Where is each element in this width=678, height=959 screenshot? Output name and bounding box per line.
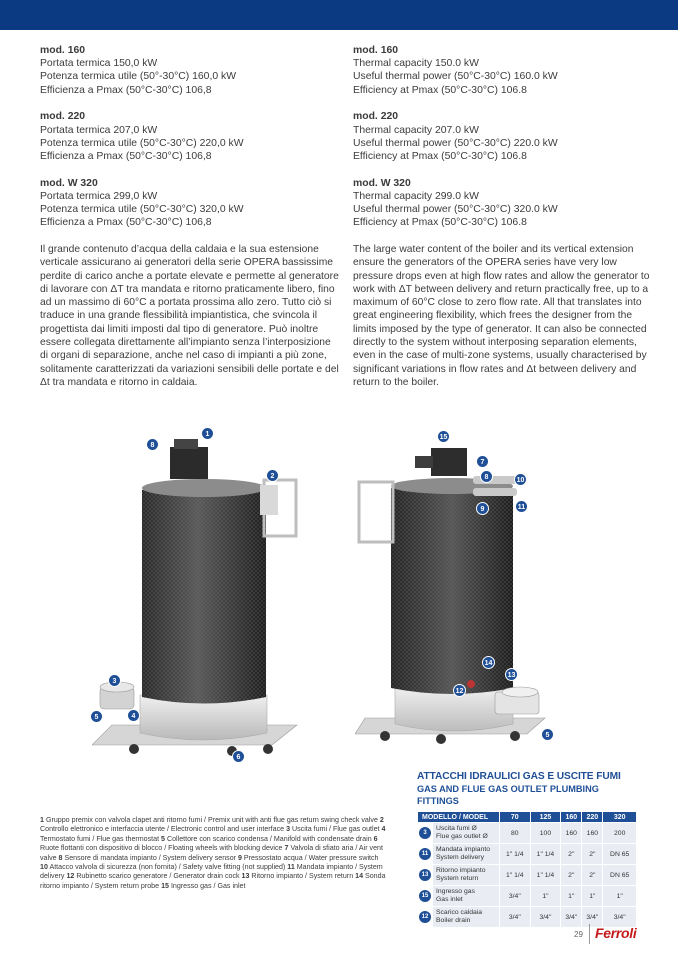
table-cell: 1" bbox=[603, 886, 636, 906]
fittings-table-block bbox=[417, 771, 637, 928]
spec-line: Efficiency at Pmax (50°C-30°C) 106.8 bbox=[353, 84, 527, 96]
row-label bbox=[433, 844, 499, 864]
table-cell: 2" bbox=[561, 865, 581, 885]
spec-line: Efficienza a Pmax (50°C-30°C) 106,8 bbox=[40, 150, 212, 162]
table-cell: 1" bbox=[531, 886, 561, 906]
boiler-illustration-rear bbox=[355, 430, 555, 745]
row-number-icon: 13 bbox=[419, 869, 431, 881]
table-cell: 200 bbox=[603, 823, 636, 843]
table-cell: 1" 1/4 bbox=[500, 844, 530, 864]
row-label bbox=[433, 907, 499, 927]
legend-number: 6 bbox=[373, 834, 378, 843]
table-cell: 3/4" bbox=[603, 907, 636, 927]
legend-text: Sensore di mandata impianto / System delivery sensor bbox=[64, 853, 236, 862]
legend-text: Collettore con scarico condensa / Manifold with condensate drain bbox=[166, 834, 372, 843]
legend-number: 14 bbox=[355, 872, 364, 881]
row-label bbox=[433, 886, 499, 906]
legend-text: Ingresso gas / Gas inlet bbox=[170, 881, 246, 890]
spec-line: Portata termica 150,0 kW bbox=[40, 58, 158, 70]
row-icon-cell bbox=[418, 865, 432, 885]
legend-number: 10 bbox=[40, 863, 48, 872]
model-title: mod. 220 bbox=[353, 111, 399, 123]
legend-text: Rubinetto scarico generatore / Generator drain cock bbox=[76, 872, 240, 881]
table-header-row bbox=[418, 812, 636, 822]
spec-line: Efficiency at Pmax (50°C-30°C) 106.8 bbox=[353, 150, 527, 162]
table-cell: 1" bbox=[582, 886, 602, 906]
legend-number: 1 bbox=[40, 816, 44, 824]
row-icon-cell bbox=[418, 823, 432, 843]
spec-block bbox=[40, 177, 340, 230]
table-cell: 1" bbox=[561, 886, 581, 906]
table-cell: 2" bbox=[561, 844, 581, 864]
marker-badge: 14 bbox=[482, 656, 495, 669]
label-it: Ingresso gas bbox=[436, 888, 475, 895]
spec-line: Efficiency at Pmax (50°C-30°C) 106.8 bbox=[353, 217, 527, 229]
row-number-icon: 11 bbox=[419, 848, 431, 860]
header-column: 160 bbox=[561, 812, 581, 822]
row-icon-cell bbox=[418, 886, 432, 906]
marker-badge: 7 bbox=[476, 455, 489, 468]
spec-line: Portata termica 207,0 kW bbox=[40, 124, 158, 136]
table-cell: DN 65 bbox=[603, 865, 636, 885]
marker-badge: 15 bbox=[437, 430, 450, 443]
english-column bbox=[353, 44, 653, 389]
spec-line: Useful thermal power (50°C-30°C) 220.0 kW bbox=[353, 137, 558, 149]
legend-text: Pressostato acqua / Water pressure switch bbox=[243, 853, 379, 862]
header-column: 220 bbox=[582, 812, 602, 822]
table-cell: 2" bbox=[582, 865, 602, 885]
italian-column bbox=[40, 44, 340, 389]
component-legend bbox=[40, 816, 388, 891]
spec-line: Efficienza a Pmax (50°C-30°C) 106,8 bbox=[40, 84, 212, 96]
label-en: System return bbox=[436, 875, 479, 882]
model-title: mod. 160 bbox=[40, 45, 86, 56]
marker-badge: 6 bbox=[232, 750, 245, 763]
table-cell: 2" bbox=[582, 844, 602, 864]
label-en: Boiler drain bbox=[436, 917, 471, 924]
table-cell: 3/4" bbox=[582, 907, 602, 927]
body-paragraph: The large water content of the boiler and its vertical extension ensure the generators of the OPERA series have very low pressure drops even at high flow rates and allow the generator to work with ΔT between delivery and return practically free, up to a maximum of 60°C close to zero flow rate. All that translates into great engineering flexibility, which frees the designer from the limits imposed by the type of generator. It can also be connected directly to the system without interposing separation elements, even in the case of multi-zone systems, usually characterised by significant variations in flow rates and Δt between delivery and return to the boiler. bbox=[353, 243, 650, 388]
model-title: mod. 160 bbox=[353, 45, 399, 56]
spec-line: Useful thermal power (50°C-30°C) 160.0 kW bbox=[353, 71, 558, 83]
marker-badge: 3 bbox=[108, 674, 121, 687]
marker-badge: 12 bbox=[453, 684, 466, 697]
table-cell: DN 65 bbox=[603, 844, 636, 864]
marker-badge: 13 bbox=[505, 668, 518, 681]
model-title: mod. W 320 bbox=[353, 177, 411, 189]
table-cell: 1" 1/4 bbox=[531, 844, 561, 864]
row-number-icon: 15 bbox=[419, 890, 431, 902]
legend-number: 8 bbox=[58, 853, 63, 862]
label-it: Scarico caldaia bbox=[436, 909, 483, 916]
table-cell: 80 bbox=[500, 823, 530, 843]
label-it: Uscita fumi Ø bbox=[436, 825, 477, 832]
spec-block bbox=[353, 110, 653, 163]
row-number-icon: 3 bbox=[419, 827, 431, 839]
table-row bbox=[418, 886, 636, 906]
table-cell: 3/4" bbox=[531, 907, 561, 927]
brand-divider bbox=[589, 924, 590, 944]
legend-number: 7 bbox=[284, 844, 289, 853]
row-icon-cell bbox=[418, 844, 432, 864]
legend-number: 2 bbox=[379, 816, 384, 824]
legend-text: Ruote flottanti con dispositivo di blocco / Floating wheels with blocking device bbox=[40, 844, 283, 853]
legend-text: Uscita fumi / Flue gas outlet bbox=[292, 825, 380, 834]
table-row bbox=[418, 844, 636, 864]
table-cell: 100 bbox=[531, 823, 561, 843]
spec-block bbox=[40, 44, 340, 97]
legend-text: Valvola di sfiato aria / Air vent valve bbox=[40, 844, 383, 862]
legend-text: Controllo elettronico e interfaccia utente / Electronic control and user interface bbox=[40, 825, 285, 834]
spec-line: Potenza termica utile (50°C-30°C) 320,0 kW bbox=[40, 204, 244, 216]
table-cell: 3/4" bbox=[500, 907, 530, 927]
marker-badge: 8 bbox=[480, 470, 493, 483]
spec-line: Potenza termica utile (50°-30°C) 160,0 kW bbox=[40, 71, 237, 83]
label-it: Ritorno impianto bbox=[436, 867, 486, 874]
marker-badge: 2 bbox=[266, 469, 279, 482]
legend-text: Mandata impianto / System delivery bbox=[40, 863, 383, 881]
ferroli-logo: Ferroli bbox=[595, 925, 637, 941]
label-en: System delivery bbox=[436, 854, 484, 861]
row-label bbox=[433, 823, 499, 843]
spec-block bbox=[353, 44, 653, 97]
marker-badge: 9 bbox=[476, 502, 489, 515]
header-column: 320 bbox=[603, 812, 636, 822]
boiler-illustration-front bbox=[92, 425, 307, 765]
row-number-icon: 12 bbox=[419, 911, 431, 923]
table-title-italian: ATTACCHI IDRAULICI GAS E USCITE FUMI bbox=[417, 771, 621, 782]
page-number: 29 bbox=[574, 930, 583, 939]
legend-number: 12 bbox=[66, 872, 75, 881]
marker-badge: 5 bbox=[90, 710, 103, 723]
spec-line: Thermal capacity 150.0 kW bbox=[353, 58, 479, 70]
table-cell: 1" 1/4 bbox=[500, 865, 530, 885]
legend-number: 9 bbox=[237, 853, 242, 862]
table-cell: 1" 1/4 bbox=[531, 865, 561, 885]
legend-number: 15 bbox=[161, 881, 169, 890]
header-model: MODELLO / MODEL bbox=[418, 812, 499, 822]
legend-text: Sonda ritorno impianto / System return probe bbox=[40, 872, 386, 890]
legend-text: Ritorno impianto / System return bbox=[251, 872, 354, 881]
legend-number: 4 bbox=[381, 825, 386, 834]
spec-line: Efficienza a Pmax (50°C-30°C) 106,8 bbox=[40, 217, 212, 229]
header-column: 125 bbox=[531, 812, 561, 822]
legend-text: Termostato fumi / Flue gas thermostat bbox=[40, 834, 160, 843]
legend-number: 3 bbox=[286, 825, 291, 834]
legend-number: 11 bbox=[287, 863, 295, 872]
marker-badge: 8 bbox=[146, 438, 159, 451]
legend-text: Attacco valvola di sicurezza (non fornita) / Safety valve fitting (not supplied) bbox=[49, 863, 286, 872]
marker-badge: 1 bbox=[201, 427, 214, 440]
body-paragraph: Il grande contenuto d’acqua della caldaia e la sua estensione verticale assicurano ai generatori della serie OPERA bassissime perdite di carico anche a portate elevate e permette al generatore di lavorare con ΔT tra mandata e ritorno praticamente libero, fino ad un massimo di 60°C a portata prossima allo zero. Tutto ciò si traduce in una grande flessibilità impiantistica, che svincola il progettista dai limiti imposti dal tipo di generatore. Può inoltre essere collegata direttamente all’impianto senza l’interposizione di organi di separazione, anche nel caso di impianti a più zone, solitamente caratterizzati da variazioni sensibili delle portate e del Δt tra mandata e ritorno in caldaia. bbox=[40, 243, 339, 388]
row-icon-cell bbox=[418, 907, 432, 927]
row-label bbox=[433, 865, 499, 885]
model-title: mod. W 320 bbox=[40, 177, 98, 189]
spec-line: Portata termica 299,0 kW bbox=[40, 190, 158, 202]
table-cell: 160 bbox=[561, 823, 581, 843]
fittings-table bbox=[417, 811, 637, 928]
table-cell: 3/4" bbox=[500, 886, 530, 906]
legend-text: Gruppo premix con valvola clapet anti ritorno fumi / Premix unit with anti flue gas return swing check valve bbox=[45, 816, 378, 824]
table-row bbox=[418, 907, 636, 927]
marker-badge: 10 bbox=[514, 473, 527, 486]
model-title: mod. 220 bbox=[40, 111, 86, 123]
table-title-english: GAS AND FLUE GAS OUTLET PLUMBING FITTINGS bbox=[417, 784, 599, 806]
marker-badge: 4 bbox=[127, 709, 140, 722]
label-en: Flue gas outlet Ø bbox=[436, 833, 488, 840]
header-band bbox=[0, 0, 678, 30]
table-cell: 160 bbox=[582, 823, 602, 843]
table-row bbox=[418, 823, 636, 843]
spec-line: Potenza termica utile (50°C-30°C) 220,0 kW bbox=[40, 137, 244, 149]
table-row bbox=[418, 865, 636, 885]
legend-number: 13 bbox=[241, 872, 250, 881]
label-en: Gas inlet bbox=[436, 896, 463, 903]
spec-block bbox=[40, 110, 340, 163]
spec-block bbox=[353, 177, 653, 230]
spec-line: Thermal capacity 299.0 kW bbox=[353, 190, 479, 202]
table-cell: 3/4" bbox=[561, 907, 581, 927]
spec-line: Thermal capacity 207.0 kW bbox=[353, 124, 479, 136]
marker-badge: 5 bbox=[541, 728, 554, 741]
label-it: Mandata impianto bbox=[436, 846, 491, 853]
spec-line: Useful thermal power (50°C-30°C) 320.0 kW bbox=[353, 204, 558, 216]
header-column: 70 bbox=[500, 812, 530, 822]
legend-number: 5 bbox=[161, 834, 165, 843]
marker-badge: 11 bbox=[515, 500, 528, 513]
